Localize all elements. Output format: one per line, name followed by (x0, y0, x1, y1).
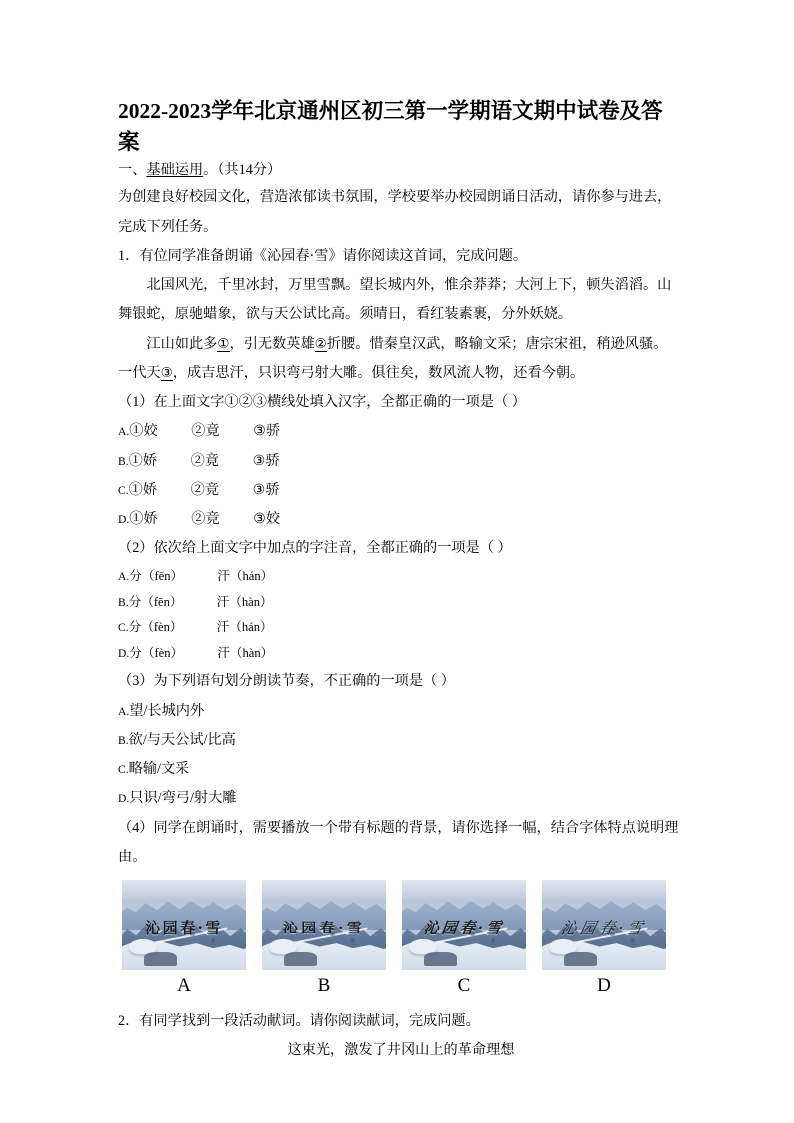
sub3-option-b-text: 欲/与天公试/比高 (128, 731, 236, 748)
poem-stanza-1-line-1: 北国风光，千里冰封，万里雪飘。望长城内外，惟余莽莽；大河上下，顿失滔滔。山 (146, 277, 672, 294)
sky-band (262, 880, 386, 903)
calligraphy-title-c: 沁园春·雪 (422, 918, 506, 937)
intro-line-1: 为创建良好校园文化，营造浓郁读书氛围，学校要举办校园朗诵日活动，请你参与进去， (118, 189, 672, 206)
sub-question-1-stem: （1）在上面文字①②③横线处填入汉字，全都正确的一项是（ ） (118, 394, 526, 411)
watchtower-shadow (144, 952, 176, 966)
sub3-option-d[interactable] (118, 784, 684, 813)
poem-text-b: ，引无数英雄 (229, 335, 315, 352)
poem-stanza-2-line-1 (118, 330, 684, 359)
section-heading (118, 158, 684, 183)
sub2-option-a-c2: 汗（hán） (217, 568, 274, 583)
poem-text-e: ，成吉思汗，只识弯弓射大雕。俱往矣，数风流人物，还看今朝。 (172, 364, 585, 381)
sub1-option-c-c2: ②竞 (190, 481, 220, 498)
figure-caption-d: D (597, 975, 611, 997)
sub1-option-a-c1: ①姣 (129, 423, 158, 440)
sub3-option-b-label: B. (118, 733, 129, 747)
document-content (118, 96, 684, 1065)
figure-caption-a: A (177, 975, 191, 997)
calligraphy-title-b: 沁园春·雪 (282, 920, 366, 936)
poem-text-a: 江山如此多 (146, 335, 218, 352)
sub-question-3-stem: （3）为下列语句划分朗读节奏，不正确的一项是（ ） (118, 673, 455, 690)
sub3-option-a-text: 望/长城内外 (129, 702, 205, 719)
sub-question-4-stem-line-2: 由。 (118, 848, 147, 865)
sub1-option-c-label: C. (118, 483, 129, 497)
sub1-option-b-c1: ①娇 (128, 452, 158, 469)
figure-caption-b: B (317, 975, 331, 997)
poem-text-c: 折腰。惜秦皇汉武，略输文采；唐宗宋祖，稍逊风骚。 (326, 335, 668, 352)
sub1-option-c-c1: ①娇 (128, 481, 158, 498)
sky-band (402, 880, 526, 903)
sub2-option-d-c2: 汗（hàn） (217, 646, 274, 661)
sub1-option-d-label: D. (118, 513, 130, 527)
figure-option-c[interactable] (402, 880, 526, 1001)
sub3-option-d-text: 只识/弯弓/射大雕 (129, 790, 237, 807)
sky-band (122, 880, 246, 903)
question-2-stem: 2．有同学找到一段活动献词。请你阅读献词，完成问题。 (118, 1012, 480, 1029)
sub2-option-b-label: B. (118, 595, 129, 609)
tree-speck (211, 938, 215, 943)
sub1-option-d-c3: ③姣 (253, 511, 281, 528)
sub3-option-a[interactable] (118, 697, 684, 726)
question-1-stem: 1．有位同学准备朗诵《沁园春·雪》请你阅读这首词，完成问题。 (118, 247, 528, 264)
sub2-option-c-c2: 汗（hán） (216, 620, 273, 635)
section-heading-suffix: 。（共14分） (203, 162, 282, 179)
calligraphy-title-a: 沁园春·雪 (145, 918, 223, 937)
section-heading-underlined: 基础运用 (146, 162, 204, 179)
sub2-option-c[interactable] (118, 615, 684, 641)
figure-option-a[interactable] (122, 880, 246, 1001)
watchtower-shadow (284, 952, 316, 966)
sub-question-4-stem-line-1: （4）同学在朗诵时，需要播放一个带有标题的背景，请你选择一幅，结合字体特点说明理 (118, 819, 679, 836)
page-title: 2022-2023学年北京通州区初三第一学期语文期中试卷及答案 (118, 99, 663, 154)
sub1-option-d[interactable] (118, 505, 684, 534)
sub1-option-a[interactable] (118, 417, 684, 446)
poem-text-d: 一代天 (118, 364, 161, 381)
sub2-option-b-c2: 汗（hàn） (216, 594, 273, 609)
sub1-option-c[interactable] (118, 476, 684, 505)
sub2-option-a[interactable] (118, 564, 684, 590)
sub1-option-c-c3: ③骄 (252, 481, 280, 498)
snow-mountain-photo-a (122, 880, 246, 970)
sub-question-2-stem: （2）依次给上面文字中加点的字注音，全都正确的一项是（ ） (118, 540, 512, 557)
sub2-option-c-label: C. (118, 621, 129, 635)
sky-band (542, 880, 666, 903)
sub1-option-a-label: A. (118, 425, 130, 439)
intro-line-2: 完成下列任务。 (118, 218, 218, 235)
question-2-quote-line-1: 这束光，激发了井冈山上的革命理想 (287, 1041, 515, 1058)
snow-mountain-photo-c (402, 880, 526, 970)
snow-mountain-photo-b (262, 880, 386, 970)
sub1-option-d-c2: ②竞 (191, 511, 220, 528)
poem-blank-mark-1: ① (217, 335, 230, 351)
sub1-option-b-label: B. (118, 454, 129, 468)
section-heading-prefix: 一、 (118, 162, 147, 179)
poem-stanza-1-line-2: 舞银蛇，原驰蜡象，欲与天公试比高。须晴日，看红装素裹，分外妖娆。 (118, 306, 573, 323)
sub3-option-c-label: C. (118, 763, 129, 777)
sub2-option-c-c1: 分（fèn） (128, 620, 183, 635)
sub3-option-b[interactable] (118, 726, 684, 755)
sub2-option-a-c1: 分（fēn） (129, 568, 184, 583)
sub3-option-a-label: A. (118, 704, 130, 718)
figure-option-d[interactable] (542, 880, 666, 1001)
watchtower-shadow (424, 952, 456, 966)
tree-speck (491, 938, 495, 943)
sub2-option-a-label: A. (118, 569, 130, 583)
sub2-option-b[interactable] (118, 590, 684, 616)
sub3-option-c[interactable] (118, 755, 684, 784)
sub2-option-d-c1: 分（fèn） (129, 646, 184, 661)
calligraphy-title-d: 沁园春·雪 (559, 918, 649, 938)
sub1-option-a-c3: ③骄 (253, 423, 281, 440)
sub2-option-d-label: D. (118, 647, 130, 661)
sub2-option-b-c1: 分（fēn） (128, 594, 183, 609)
poem-stanza-2-line-2 (118, 359, 684, 388)
watchtower-shadow (564, 952, 596, 966)
poem-blank-mark-2: ② (314, 335, 327, 351)
sub1-option-b-c2: ②竟 (190, 452, 220, 469)
poem-blank-mark-3: ③ (160, 364, 173, 380)
sub1-option-a-c2: ②竟 (191, 423, 220, 440)
tree-speck (351, 938, 355, 943)
sub2-option-d[interactable] (118, 641, 684, 667)
sub3-option-c-text: 略输/文采 (128, 761, 190, 778)
figure-caption-c: C (457, 975, 471, 997)
sub1-option-d-c1: ①娇 (129, 511, 158, 528)
background-image-choices (118, 880, 684, 1001)
sub1-option-b-c3: ③骄 (252, 452, 280, 469)
sub3-option-d-label: D. (118, 792, 130, 806)
snow-mountain-photo-d (542, 880, 666, 970)
sub1-option-b[interactable] (118, 447, 684, 476)
figure-option-b[interactable] (262, 880, 386, 1001)
